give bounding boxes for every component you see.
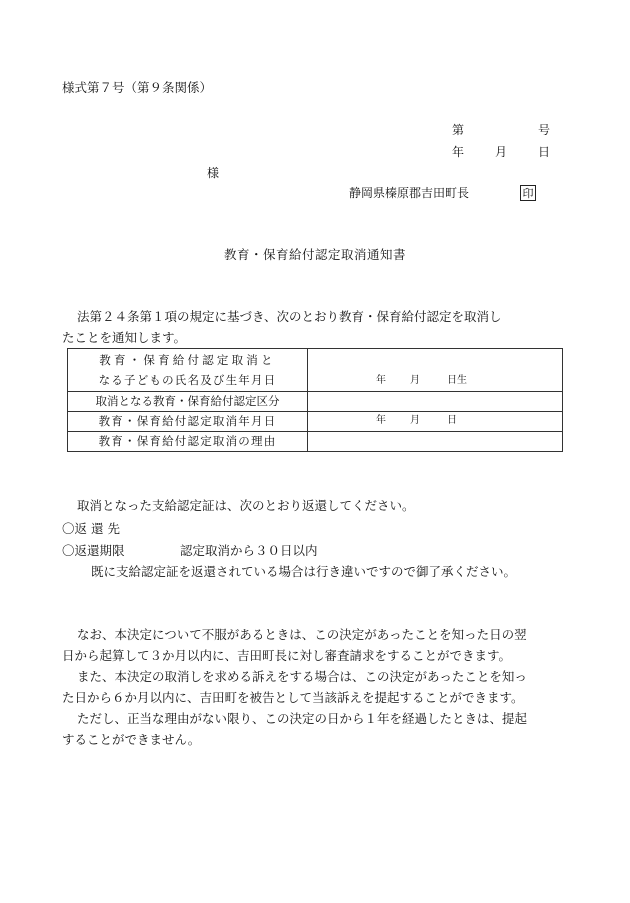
lawsuit-notice-line: た日から６か月以内に、吉田町を被告として当該訴えを提起することができます。 xyxy=(62,690,524,705)
recipient-honorific: 様 xyxy=(207,166,220,180)
form-number-label: 様式第７号（第９条関係） xyxy=(62,80,213,95)
limitation-notice-line: することができません。 xyxy=(62,732,201,747)
appeal-notice-line: 日から起算して３か月以内に、吉田町長に対し審査請求をすることができます。 xyxy=(62,648,512,663)
return-deadline-label: 〇返還期限 xyxy=(62,543,125,558)
limitation-notice-line: ただし、正当な理由がない限り、この決定の日から１年を経過したときは、提起 xyxy=(77,711,528,726)
table-row xyxy=(68,412,563,432)
lawsuit-notice-line: また、本決定の取消しを求める訴えをする場合は、この決定があったことを知っ xyxy=(77,669,527,684)
certification-details-table xyxy=(67,348,563,452)
certification-category-value[interactable] xyxy=(308,392,563,412)
issue-date-month: 月 xyxy=(495,145,508,159)
revocation-month-label: 月 xyxy=(410,415,420,426)
revocation-date-label: 教育・保育給付認定取消年月日 xyxy=(68,412,308,432)
intro-line-2: たことを通知します。 xyxy=(62,330,187,345)
seal-stamp: 印 xyxy=(520,185,536,201)
issuer-name: 静岡県榛原郡吉田町長 xyxy=(349,186,470,200)
issue-date-year: 年 xyxy=(452,145,465,159)
issue-date-day: 日 xyxy=(538,145,551,159)
revocation-reason-value[interactable] xyxy=(308,432,563,452)
table-row xyxy=(68,432,563,452)
revocation-day-label: 日 xyxy=(447,415,457,426)
revocation-year-label: 年 xyxy=(376,415,386,426)
certification-category-label: 取消となる教育・保育給付認定区分 xyxy=(68,392,308,412)
birth-day-label: 日生 xyxy=(447,375,467,386)
revocation-reason-label: 教育・保育給付認定取消の理由 xyxy=(68,432,308,452)
child-name-label-line2: なる子どもの氏名及び生年月日 xyxy=(98,373,277,387)
child-name-birthdate-value[interactable] xyxy=(308,349,563,392)
table-row xyxy=(68,349,563,392)
table-row xyxy=(68,392,563,412)
document-title: 教育・保育給付認定取消通知書 xyxy=(223,247,406,262)
return-deadline-value: 認定取消から３０日以内 xyxy=(180,543,318,558)
birth-year-label: 年 xyxy=(376,375,386,386)
return-note: 既に支給認定証を返還されている場合は行き違いですので御了承ください。 xyxy=(91,564,517,579)
revocation-date-value[interactable] xyxy=(308,412,563,432)
return-instructions: 取消となった支給認定証は、次のとおり返還してください。 xyxy=(77,498,415,513)
document-number-suffix: 号 xyxy=(538,123,551,137)
birth-month-label: 月 xyxy=(410,375,420,386)
child-name-label-line1: 教育・保育給付認定取消と xyxy=(99,353,276,367)
appeal-notice-line: なお、本決定について不服があるときは、この決定があったことを知った日の翌 xyxy=(77,627,527,642)
child-name-birthdate-label xyxy=(68,349,308,392)
document-number-prefix: 第 xyxy=(452,123,465,137)
intro-line-1: 法第２４条第１項の規定に基づき、次のとおり教育・保育給付認定を取消し xyxy=(77,309,502,324)
return-destination-label: 〇返 還 先 xyxy=(62,521,120,536)
